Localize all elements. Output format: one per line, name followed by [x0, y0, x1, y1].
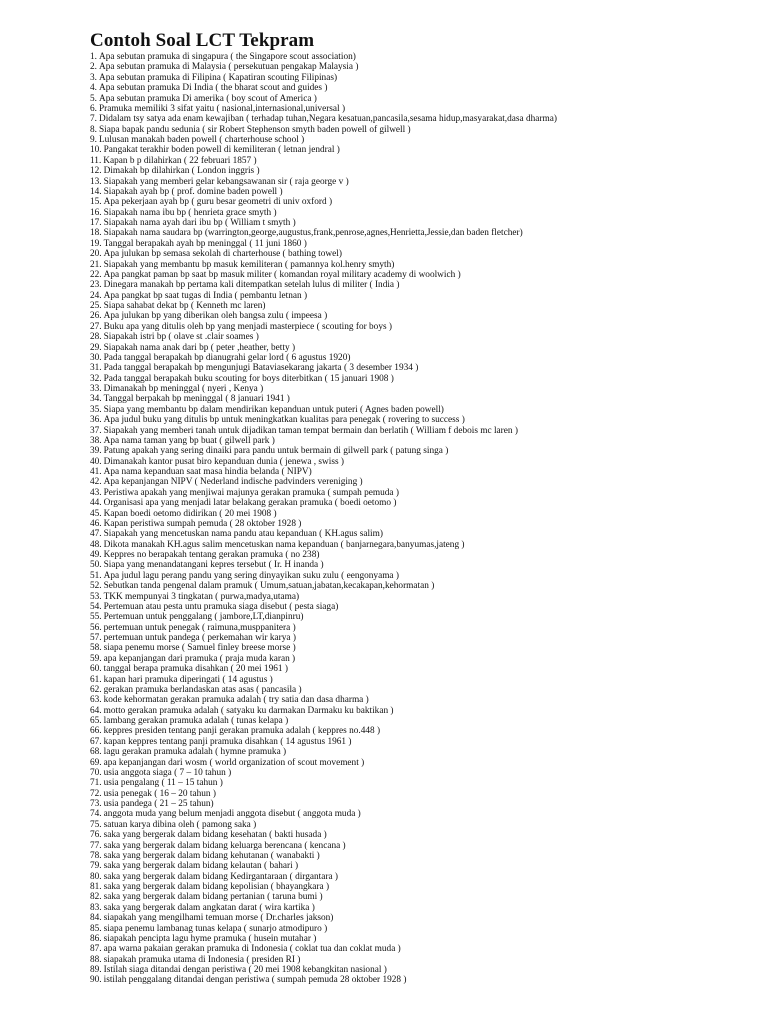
item-number: 90. [90, 975, 102, 986]
item-number: 74. [90, 809, 102, 820]
list-item [90, 363, 760, 373]
item-text: Apa julukan bp yang diberikan oleh bangsa zulu ( impeesa ) [103, 311, 328, 322]
list-item [90, 488, 760, 498]
list-item [90, 519, 760, 529]
list-item [90, 457, 760, 467]
item-text: siapakah yang mengilhami temuan morse ( Dr.charles jakson) [103, 913, 334, 924]
item-number: 14. [90, 186, 102, 197]
item-text: Apa judul buku yang ditulis bp untuk meningkatkan kualitas para penegak ( rovering to success ) [103, 415, 465, 426]
item-number: 65. [90, 716, 102, 726]
item-number: 66. [90, 726, 102, 737]
list-item [90, 768, 760, 778]
item-number: 27. [90, 321, 102, 332]
question-list [90, 52, 760, 986]
item-text: Peristiwa apakah yang menjiwai majunya gerakan pramuka ( sumpah pemuda ) [103, 487, 399, 498]
item-number: 45. [90, 508, 102, 519]
item-text: Tanggal berapakah ayah bp meninggal ( 11 juni 1860 ) [103, 238, 307, 249]
item-text: Apa sebutan pramuka Di India ( the bharat scout and guides ) [98, 83, 328, 94]
item-number: 47. [90, 529, 102, 540]
item-text: Pangakat terakhir boden powell di kemiliteran ( letnan jendral ) [103, 145, 340, 156]
item-number: 61. [90, 674, 102, 685]
item-text: kode kehormatan gerakan pramuka adalah ( try satia dan dasa dharma ) [103, 695, 369, 706]
item-number: 6. [90, 103, 97, 114]
item-text: Kapan b p dilahirkan ( 22 februari 1857 ) [103, 155, 257, 166]
item-text: TKK mempunyai 3 tingkatan ( purwa,madya,utama) [103, 591, 300, 602]
list-item [90, 394, 760, 404]
item-number: 5. [90, 93, 97, 104]
item-number: 33. [90, 384, 102, 394]
item-text: Siapakah ayah bp ( prof. domine baden powell ) [103, 186, 283, 197]
item-text: Pertemuan untuk penggalang ( jambore,LT,dianpinru) [103, 612, 304, 623]
item-text: Pramuka memiliki 3 sifat yaitu ( nasional,internasional,universal ) [98, 103, 346, 114]
item-text: saka yang bergerak dalam bidang keluarga berencana ( kencana ) [103, 840, 346, 851]
item-text: lambang gerakan pramuka adalah ( tunas kelapa ) [103, 716, 289, 726]
item-number: 76. [90, 830, 102, 841]
item-text: Siapakah yang memberi gelar kebangsawanan sir ( raja george v ) [103, 176, 349, 187]
item-number: 73. [90, 799, 102, 809]
list-item [90, 135, 760, 145]
item-text: Pada tanggal berapakah bp dianugrahi gelar lord ( 6 agustus 1920) [103, 352, 351, 363]
item-number: 40. [90, 456, 102, 467]
item-text: Siapakah nama anak dari bp ( peter ,heather, betty ) [103, 342, 296, 353]
list-item [90, 675, 760, 685]
item-text: usia pengalang ( 11 – 15 tahun ) [103, 778, 223, 789]
item-text: apa kepanjangan dari wosm ( world organization of scout movement ) [103, 757, 365, 768]
item-text: Siapakah nama saudara bp (warrington,george,augustus,frank,penrose,agnes,Henrietta,Jessie,dan baden fletcher) [103, 228, 523, 239]
list-item [90, 643, 760, 653]
list-item [90, 374, 760, 384]
list-item [90, 94, 760, 104]
item-number: 68. [90, 747, 102, 758]
item-text: gerakan pramuka berlandaskan atas asas ( pancasila ) [103, 684, 302, 695]
item-number: 17. [90, 218, 102, 228]
list-item [90, 197, 760, 207]
list-item [90, 384, 760, 394]
item-text: usia pandega ( 21 – 25 tahun) [103, 799, 214, 809]
list-item [90, 955, 760, 965]
item-number: 58. [90, 643, 102, 654]
item-text: Siapa yang membantu bp dalam mendirikan kepanduan untuk puteri ( Agnes baden powell) [103, 404, 444, 415]
item-number: 41. [90, 467, 102, 477]
list-item [90, 872, 760, 882]
item-text: lagu gerakan pramuka adalah ( hymne pramuka ) [103, 747, 287, 758]
item-text: Dimanakah kantor pusat biro kepanduan dunia ( jenewa , swiss ) [103, 456, 344, 467]
list-item [90, 208, 760, 218]
list-item [90, 187, 760, 197]
item-number: 42. [90, 477, 102, 488]
item-text: apa warna pakaian gerakan pramuka di Indonesia ( coklat tua dan coklat muda ) [103, 944, 401, 955]
item-number: 1. [90, 52, 97, 62]
list-item [90, 301, 760, 311]
item-text: Siapa yang menandatangani kepres tersebut ( Ir. H inanda ) [103, 560, 324, 571]
item-number: 86. [90, 933, 102, 944]
list-item [90, 685, 760, 695]
list-item [90, 830, 760, 840]
item-number: 16. [90, 207, 102, 218]
list-item [90, 104, 760, 114]
item-number: 88. [90, 954, 102, 965]
item-text: saka yang bergerak dalam bidang kehutanan ( wanabakti ) [103, 850, 320, 861]
item-number: 70. [90, 767, 102, 778]
list-item [90, 166, 760, 176]
item-text: siapa penemu lambanag tunas kelapa ( sunarjo atmodipuro ) [103, 923, 328, 934]
list-item [90, 426, 760, 436]
item-number: 57. [90, 633, 102, 643]
item-text: pertemuan untuk penegak ( raimuna,musppanitera ) [103, 622, 296, 633]
item-number: 12. [90, 166, 102, 177]
item-text: Apa pangkat bp saat tugas di India ( pembantu letnan ) [103, 290, 308, 301]
list-item [90, 436, 760, 446]
item-number: 4. [90, 83, 97, 94]
item-text: Buku apa yang ditulis oleh bp yang menjadi masterpiece ( scouting for boys ) [103, 321, 393, 332]
item-text: Apa nama taman yang bp buat ( gilwell park ) [103, 435, 275, 446]
item-number: 85. [90, 923, 102, 934]
item-number: 82. [90, 892, 102, 903]
list-item [90, 623, 760, 633]
list-item [90, 52, 760, 62]
list-item [90, 332, 760, 342]
item-text: siapakah pencipta lagu hyme pramuka ( husein mutahar ) [103, 933, 317, 944]
item-number: 19. [90, 238, 102, 249]
list-item [90, 62, 760, 72]
item-text: apa kepanjangan dari pramuka ( praja muda karan ) [103, 653, 296, 664]
item-number: 21. [90, 259, 102, 270]
item-text: satuan karya dibina oleh ( pamong saka ) [103, 819, 257, 830]
item-number: 69. [90, 757, 102, 768]
item-text: Istilah siaga ditandai dengan peristiwa ( 20 mei 1908 kebangkitan nasional ) [103, 965, 387, 975]
item-number: 37. [90, 425, 102, 436]
item-number: 3. [90, 72, 97, 83]
list-item [90, 311, 760, 321]
list-item [90, 965, 760, 975]
item-number: 50. [90, 560, 102, 571]
item-number: 75. [90, 819, 102, 830]
list-item [90, 664, 760, 674]
list-item [90, 695, 760, 705]
list-item [90, 851, 760, 861]
item-number: 84. [90, 913, 102, 924]
item-text: Sebutkan tanda pengenal dalam pramuk ( Umum,satuan,jabatan,kecakapan,kehormatan ) [103, 581, 435, 592]
item-number: 13. [90, 176, 102, 187]
item-text: Dinegara manakah bp pertama kali ditempatkan setelah lulus di militer ( India ) [103, 280, 400, 291]
item-number: 52. [90, 581, 102, 592]
list-item [90, 809, 760, 819]
list-item [90, 249, 760, 259]
item-number: 26. [90, 311, 102, 322]
item-number: 64. [90, 705, 102, 716]
item-text: Apa pekerjaan ayah bp ( guru besar geometri di univ oxford ) [103, 197, 333, 208]
list-item [90, 747, 760, 757]
list-item [90, 602, 760, 612]
item-number: 23. [90, 280, 102, 291]
item-number: 24. [90, 290, 102, 301]
list-item [90, 944, 760, 954]
item-text: Siapakah yang membantu bp masuk kemiliteran ( pamannya kol.henry smyth) [103, 259, 395, 270]
item-number: 48. [90, 539, 102, 550]
item-number: 34. [90, 394, 102, 405]
item-text: Apa julukan bp semasa sekolah di charterhouse ( bathing towel) [103, 249, 342, 260]
list-item [90, 592, 760, 602]
list-item [90, 612, 760, 622]
item-number: 72. [90, 788, 102, 799]
item-text: Dikota manakah KH.agus salim mencetuskan nama kepanduan ( banjarnegara,banyumas,jateng ) [103, 539, 465, 550]
item-number: 39. [90, 446, 102, 457]
item-text: Siapa sahabat dekat bp ( Kenneth mc laren) [103, 301, 266, 311]
item-number: 63. [90, 695, 102, 706]
list-item [90, 498, 760, 508]
item-text: Apa pangkat paman bp saat bp masuk militer ( komandan royal military academy di woolwich ) [103, 269, 461, 280]
item-text: anggota muda yang belum menjadi anggota disebut ( anggota muda ) [103, 809, 361, 820]
list-item [90, 903, 760, 913]
item-number: 20. [90, 249, 102, 260]
document-page [90, 31, 760, 986]
item-number: 55. [90, 612, 102, 623]
item-number: 11. [90, 155, 102, 166]
item-number: 49. [90, 550, 102, 560]
list-item [90, 509, 760, 519]
list-item [90, 177, 760, 187]
item-text: Tanggal berpakah bp meninggal ( 8 januari 1941 ) [103, 394, 290, 405]
item-text: Apa judul lagu perang pandu yang sering dinyayikan suku zulu ( eengonyama ) [103, 570, 399, 581]
item-number: 7. [90, 114, 97, 125]
list-item [90, 291, 760, 301]
item-number: 89. [90, 965, 102, 975]
list-item [90, 270, 760, 280]
list-item [90, 260, 760, 270]
item-text: tanggal berapa pramuka disahkan ( 20 mei 1961 ) [103, 664, 288, 675]
list-item [90, 228, 760, 238]
item-text: keppres presiden tentang panji gerakan pramuka adalah ( keppres no.448 ) [103, 726, 381, 737]
item-text: istilah penggalang ditandai dengan peristiwa ( sumpah pemuda 28 oktober 1928 ) [103, 975, 407, 986]
item-text: siapakah pramuka utama di Indonesia ( presiden RI ) [103, 954, 301, 965]
item-text: Didalam tsy satya ada enam kewajiban ( terhadap tuhan,Negara kesatuan,pancasila,sesama hidup,masyarakat,dasa dharma) [98, 114, 557, 125]
item-number: 44. [90, 498, 102, 509]
list-item [90, 446, 760, 456]
list-item [90, 125, 760, 135]
list-item [90, 882, 760, 892]
list-item [90, 405, 760, 415]
item-number: 67. [90, 736, 102, 747]
item-text: Kapan peristiwa sumpah pemuda ( 28 oktober 1928 ) [103, 518, 302, 529]
item-text: Siapakah yang mencetuskan nama pandu atau kepanduan ( KH.agus salim) [103, 529, 383, 540]
item-number: 87. [90, 944, 102, 955]
list-item [90, 239, 760, 249]
item-number: 18. [90, 228, 102, 239]
item-number: 59. [90, 653, 102, 664]
list-item [90, 789, 760, 799]
item-number: 80. [90, 871, 102, 882]
list-item [90, 726, 760, 736]
item-text: saka yang bergerak dalam bidang kelautan ( bahari ) [103, 861, 299, 872]
list-item [90, 560, 760, 570]
item-number: 31. [90, 363, 102, 374]
item-text: Apa sebutan pramuka di Filipina ( Kapatiran scouting Filipinas) [98, 72, 338, 83]
item-text: usia penegak ( 16 – 20 tahun ) [103, 788, 216, 799]
item-number: 71. [90, 778, 102, 789]
list-item [90, 778, 760, 788]
list-item [90, 156, 760, 166]
list-item [90, 73, 760, 83]
list-item [90, 415, 760, 425]
item-number: 54. [90, 601, 102, 612]
list-item [90, 716, 760, 726]
item-text: Pada tanggal berapakah buku scouting for boys diterbitkan ( 15 januari 1908 ) [103, 373, 394, 384]
list-item [90, 654, 760, 664]
item-text: saka yang bergerak dalam bidang kepolisian ( bhayangkara ) [103, 882, 330, 892]
item-text: kapan keppres tentang panji pramuka disahkan ( 14 agustus 1961 ) [103, 736, 352, 747]
item-number: 29. [90, 342, 102, 353]
item-number: 15. [90, 197, 102, 208]
item-number: 30. [90, 352, 102, 363]
item-text: Dimakah bp dilahirkan ( London inggris ) [103, 166, 260, 177]
item-text: Pada tanggal berapakah bp mengunjugi Bataviasekarang jakarta ( 3 desember 1934 ) [103, 363, 419, 374]
item-text: Siapa bapak pandu sedunia ( sir Robert Stephenson smyth baden powell of gilwell ) [98, 124, 411, 135]
item-text: Patung apakah yang sering dinaiki para pandu untuk bermain di gilwell park ( patung singa ) [103, 446, 449, 457]
item-text: Apa sebutan pramuka di singapura ( the Singapore scout association) [98, 52, 356, 62]
item-text: Keppres no berapakah tentang gerakan pramuka ( no 238) [103, 550, 320, 560]
list-item [90, 820, 760, 830]
item-text: saka yang bergerak dalam bidang kesehatan ( bakti husada ) [103, 830, 327, 841]
item-text: Lulusan manakah baden powell ( charterhouse school ) [98, 135, 305, 145]
list-item [90, 322, 760, 332]
list-item [90, 353, 760, 363]
list-item [90, 737, 760, 747]
list-item [90, 758, 760, 768]
list-item [90, 934, 760, 944]
item-number: 43. [90, 487, 102, 498]
item-text: Siapakah nama ayah dari ibu bp ( William t smyth ) [103, 218, 296, 228]
list-item [90, 861, 760, 871]
item-text: Siapakah yang memberi tanah untuk dijadikan taman tempat bermain dan berlatih ( William f debois mc laren ) [103, 425, 518, 436]
list-item [90, 550, 760, 560]
list-item [90, 633, 760, 643]
item-text: siapa penemu morse ( Samuel finley breese morse ) [103, 643, 296, 654]
item-text: saka yang bergerak dalam bidang pertanian ( taruna bumi ) [103, 892, 323, 903]
item-text: pertemuan untuk pandega ( perkemahan wir karya ) [103, 633, 296, 643]
item-number: 10. [90, 145, 102, 156]
item-text: Apa sebutan pramuka Di amerika ( boy scout of America ) [98, 93, 317, 104]
list-item [90, 477, 760, 487]
list-item [90, 571, 760, 581]
list-item [90, 581, 760, 591]
list-item [90, 343, 760, 353]
item-number: 25. [90, 301, 102, 311]
item-text: Dimanakah bp meninggal ( nyeri , Kenya ) [103, 384, 264, 394]
list-item [90, 114, 760, 124]
item-text: Siapakah nama ibu bp ( henrieta grace smyth ) [103, 207, 277, 218]
item-number: 79. [90, 861, 102, 872]
item-text: Siapakah istri bp ( olave st .clair soames ) [103, 332, 259, 343]
item-text: Pertemuan atau pesta untu pramuka siaga disebut ( pesta siaga) [103, 601, 339, 612]
item-number: 36. [90, 415, 102, 426]
item-number: 51. [90, 570, 102, 581]
list-item [90, 799, 760, 809]
item-text: saka yang bergerak dalam bidang Kedirgantaraan ( dirgantara ) [103, 871, 339, 882]
item-number: 81. [90, 882, 102, 892]
list-item [90, 975, 760, 985]
item-text: Apa nama kepanduan saat masa hindia belanda ( NIPV) [103, 467, 312, 477]
item-number: 8. [90, 124, 97, 135]
item-number: 53. [90, 591, 102, 602]
list-item [90, 218, 760, 228]
item-text: usia anggota siaga ( 7 – 10 tahun ) [103, 767, 232, 778]
item-number: 22. [90, 269, 102, 280]
item-number: 38. [90, 435, 102, 446]
list-item [90, 841, 760, 851]
list-item [90, 913, 760, 923]
list-item [90, 280, 760, 290]
list-item [90, 706, 760, 716]
list-item [90, 83, 760, 93]
item-number: 35. [90, 404, 102, 415]
item-number: 77. [90, 840, 102, 851]
list-item [90, 540, 760, 550]
list-item [90, 145, 760, 155]
document-title: Contoh Soal LCT Tekpram [90, 30, 315, 51]
item-text: Kapan boedi oetomo didirikan ( 20 mei 1908 ) [103, 508, 277, 519]
item-number: 56. [90, 622, 102, 633]
item-text: kapan hari pramuka diperingati ( 14 agustus ) [103, 674, 273, 685]
item-text: saka yang bergerak dalam angkatan darat ( wira kartika ) [103, 902, 315, 913]
item-number: 46. [90, 518, 102, 529]
list-item [90, 924, 760, 934]
item-text: Apa sebutan pramuka di Malaysia ( persekutuan pengakap Malaysia ) [98, 62, 359, 73]
item-number: 60. [90, 664, 102, 675]
item-text: Apa kepanjangan NIPV ( Nederland indische padvinders vereniging ) [103, 477, 363, 488]
item-number: 2. [90, 62, 97, 73]
item-number: 32. [90, 373, 102, 384]
item-number: 78. [90, 850, 102, 861]
list-item [90, 467, 760, 477]
item-text: Organisasi apa yang menjadi latar belakang gerakan pramuka ( boedi oetomo ) [103, 498, 397, 509]
list-item [90, 529, 760, 539]
item-number: 83. [90, 902, 102, 913]
item-number: 9. [90, 135, 97, 145]
list-item [90, 892, 760, 902]
item-number: 28. [90, 332, 102, 343]
item-number: 62. [90, 684, 102, 695]
item-text: motto gerakan pramuka adalah ( satyaku ku darmakan Darmaku ku baktikan ) [103, 705, 394, 716]
